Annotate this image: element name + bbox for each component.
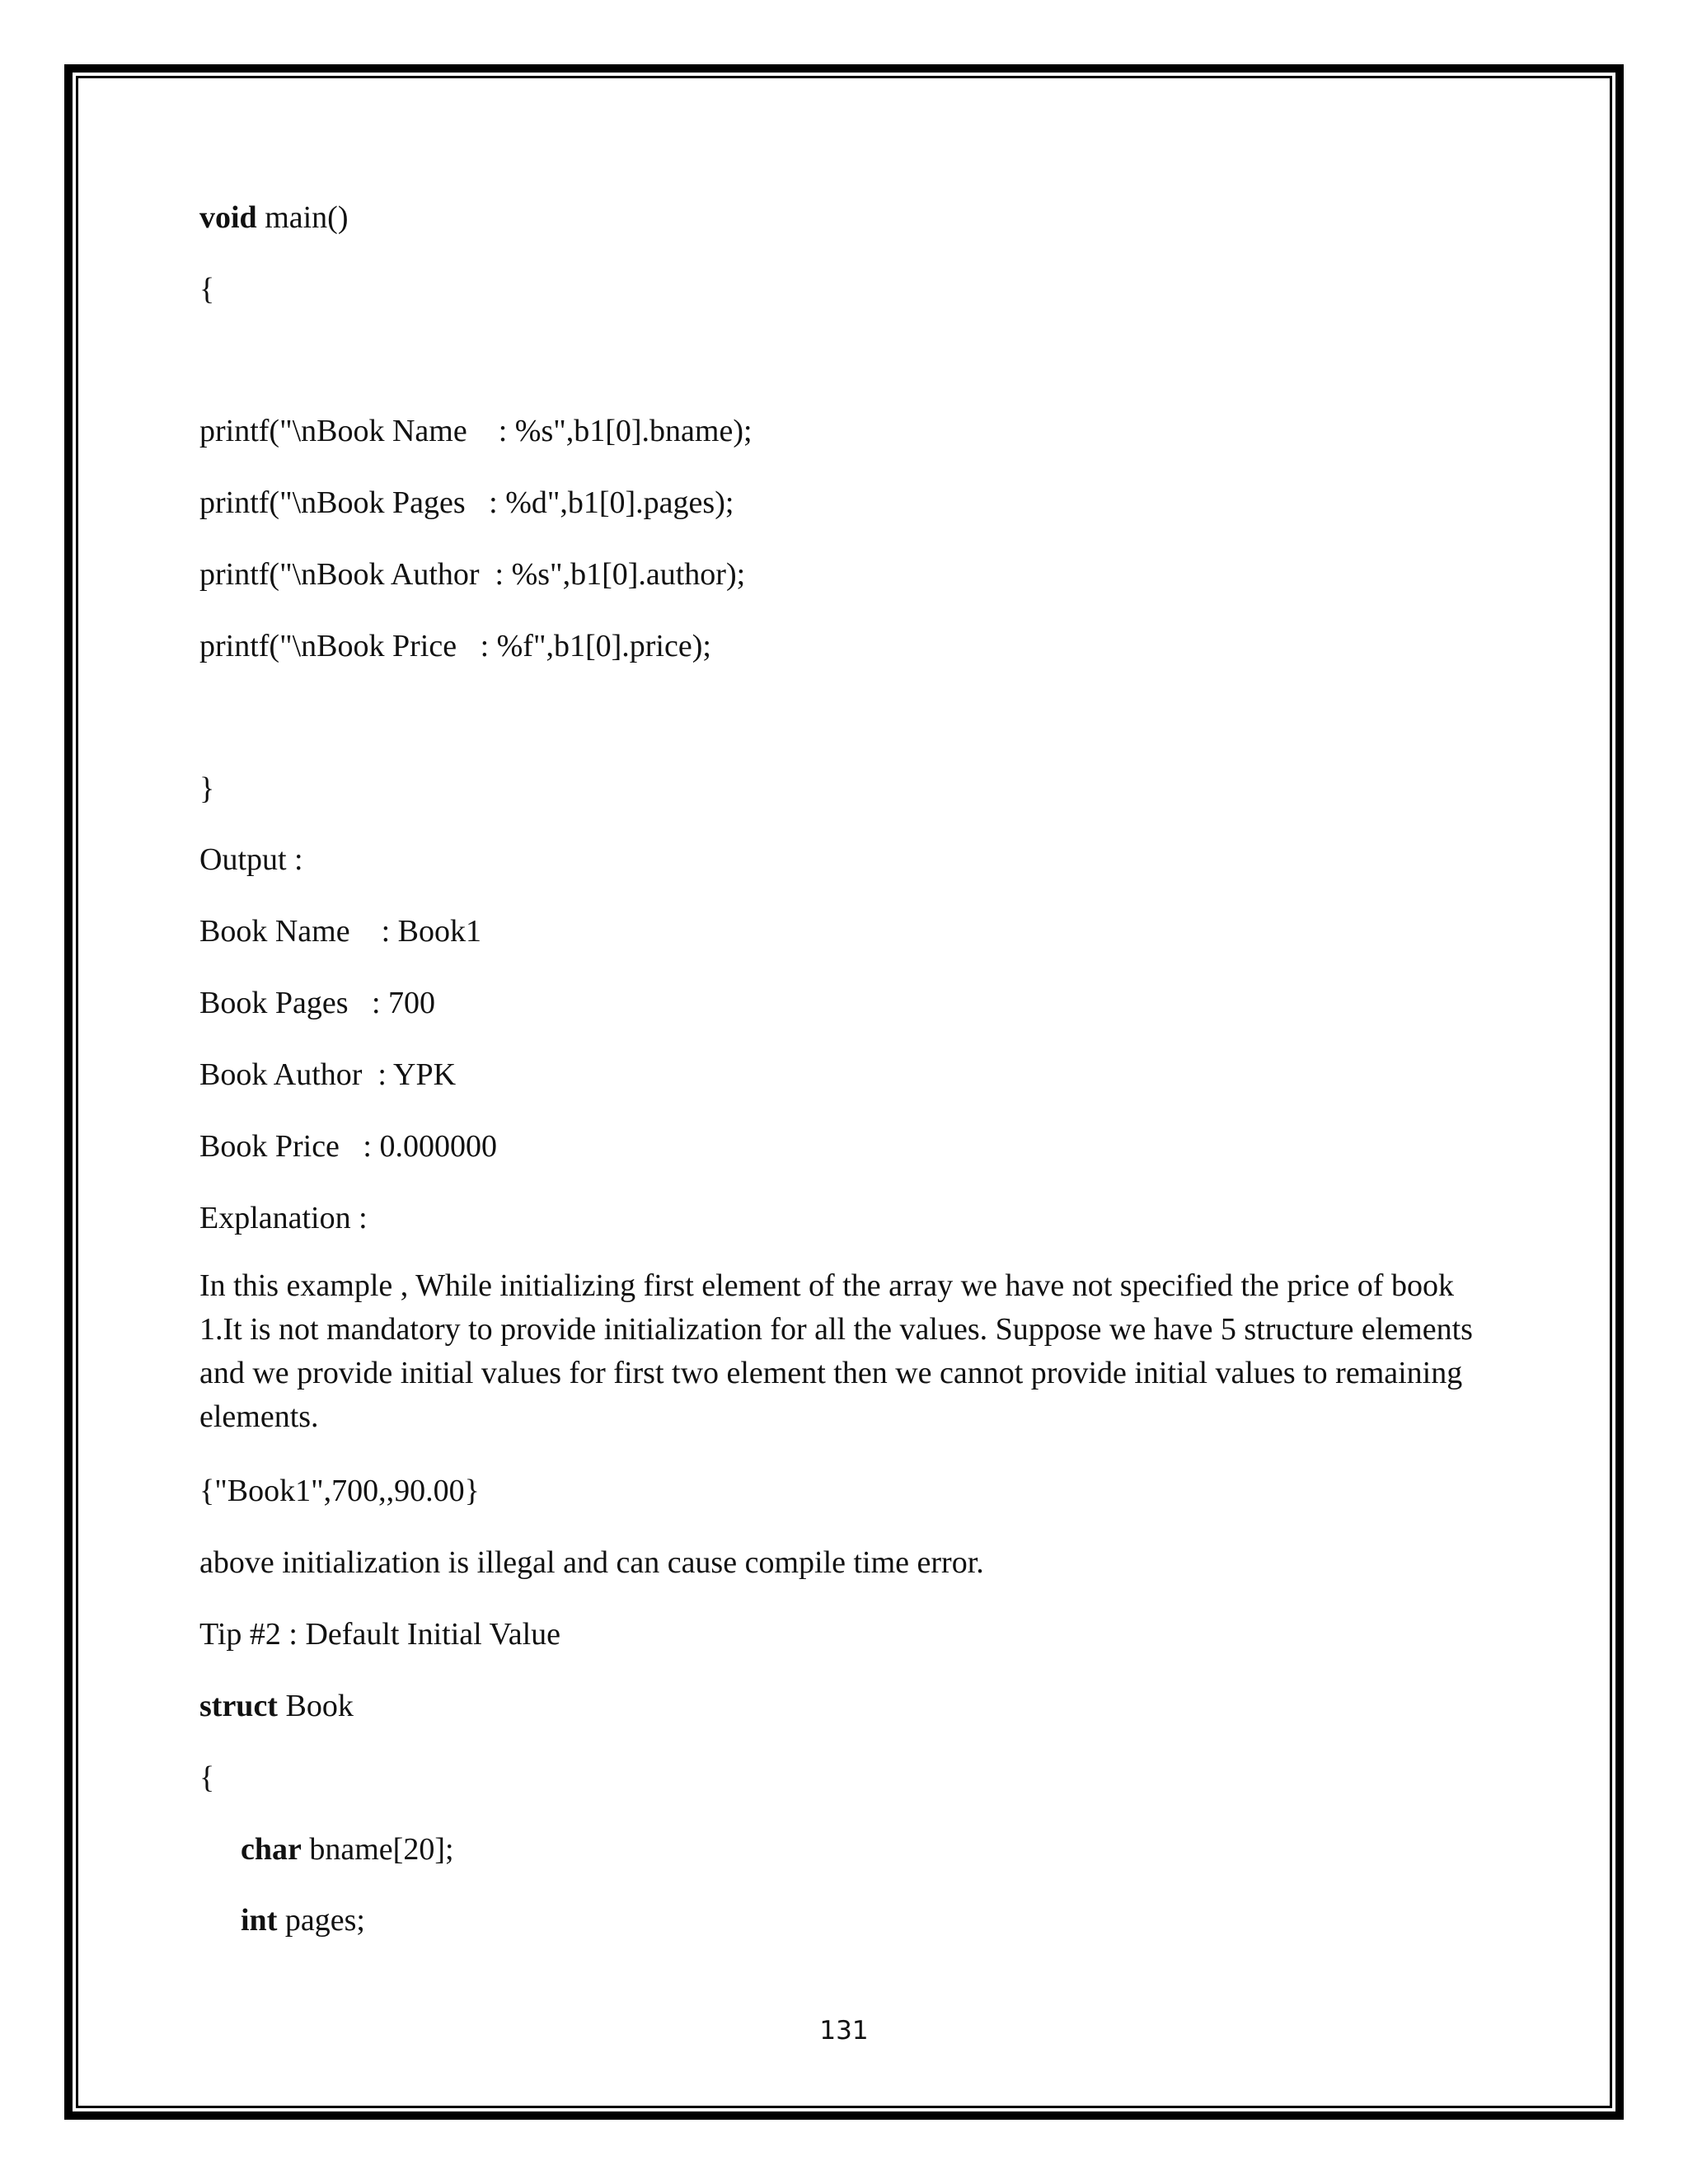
output-heading: Output : (199, 842, 303, 877)
output-book-author: Book Author : YPK (199, 1057, 457, 1092)
main-function: main() (256, 200, 349, 235)
output-book-name: Book Name : Book1 (199, 914, 481, 949)
struct-name: Book (277, 1689, 354, 1723)
tip-heading: Tip #2 : Default Initial Value (199, 1617, 561, 1652)
code-field-pages (241, 1902, 365, 1938)
code-main-signature (199, 199, 349, 236)
explanation-paragraph: In this example , While initializing first element of the array we have not specified the price of book 1.It is not mandatory to provide initialization for all the values. Suppose we have 5 structure elements and we provide initial values for first two element then we cannot provide initial values to remaining elements. (199, 1268, 1473, 1434)
code-printf-price: printf("\nBook Price : %f",b1[0].price); (199, 629, 711, 663)
code-close-brace: } (199, 771, 215, 806)
code-struct-open-brace: { (199, 1760, 215, 1795)
code-struct-declaration (199, 1688, 354, 1724)
field-bname: bname[20]; (301, 1832, 454, 1867)
output-book-price: Book Price : 0.000000 (199, 1129, 497, 1164)
keyword-char: char (241, 1832, 302, 1867)
code-field-bname (241, 1831, 454, 1868)
explanation-heading: Explanation : (199, 1201, 368, 1235)
keyword-void: void (199, 200, 257, 235)
output-book-pages: Book Pages : 700 (199, 986, 436, 1020)
page-number: 131 (819, 2016, 869, 2046)
illegal-note: above initialization is illegal and can cause compile time error. (199, 1545, 984, 1580)
code-printf-pages: printf("\nBook Pages : %d",b1[0].pages); (199, 485, 734, 520)
example-initializer: {"Book1",700,,90.00} (199, 1474, 480, 1508)
code-open-brace: { (199, 272, 215, 307)
code-printf-author: printf("\nBook Author : %s",b1[0].author); (199, 557, 746, 592)
keyword-int: int (241, 1903, 278, 1938)
field-pages: pages; (277, 1903, 365, 1938)
keyword-struct: struct (199, 1689, 278, 1723)
code-printf-name: printf("\nBook Name : %s",b1[0].bname); (199, 414, 753, 448)
